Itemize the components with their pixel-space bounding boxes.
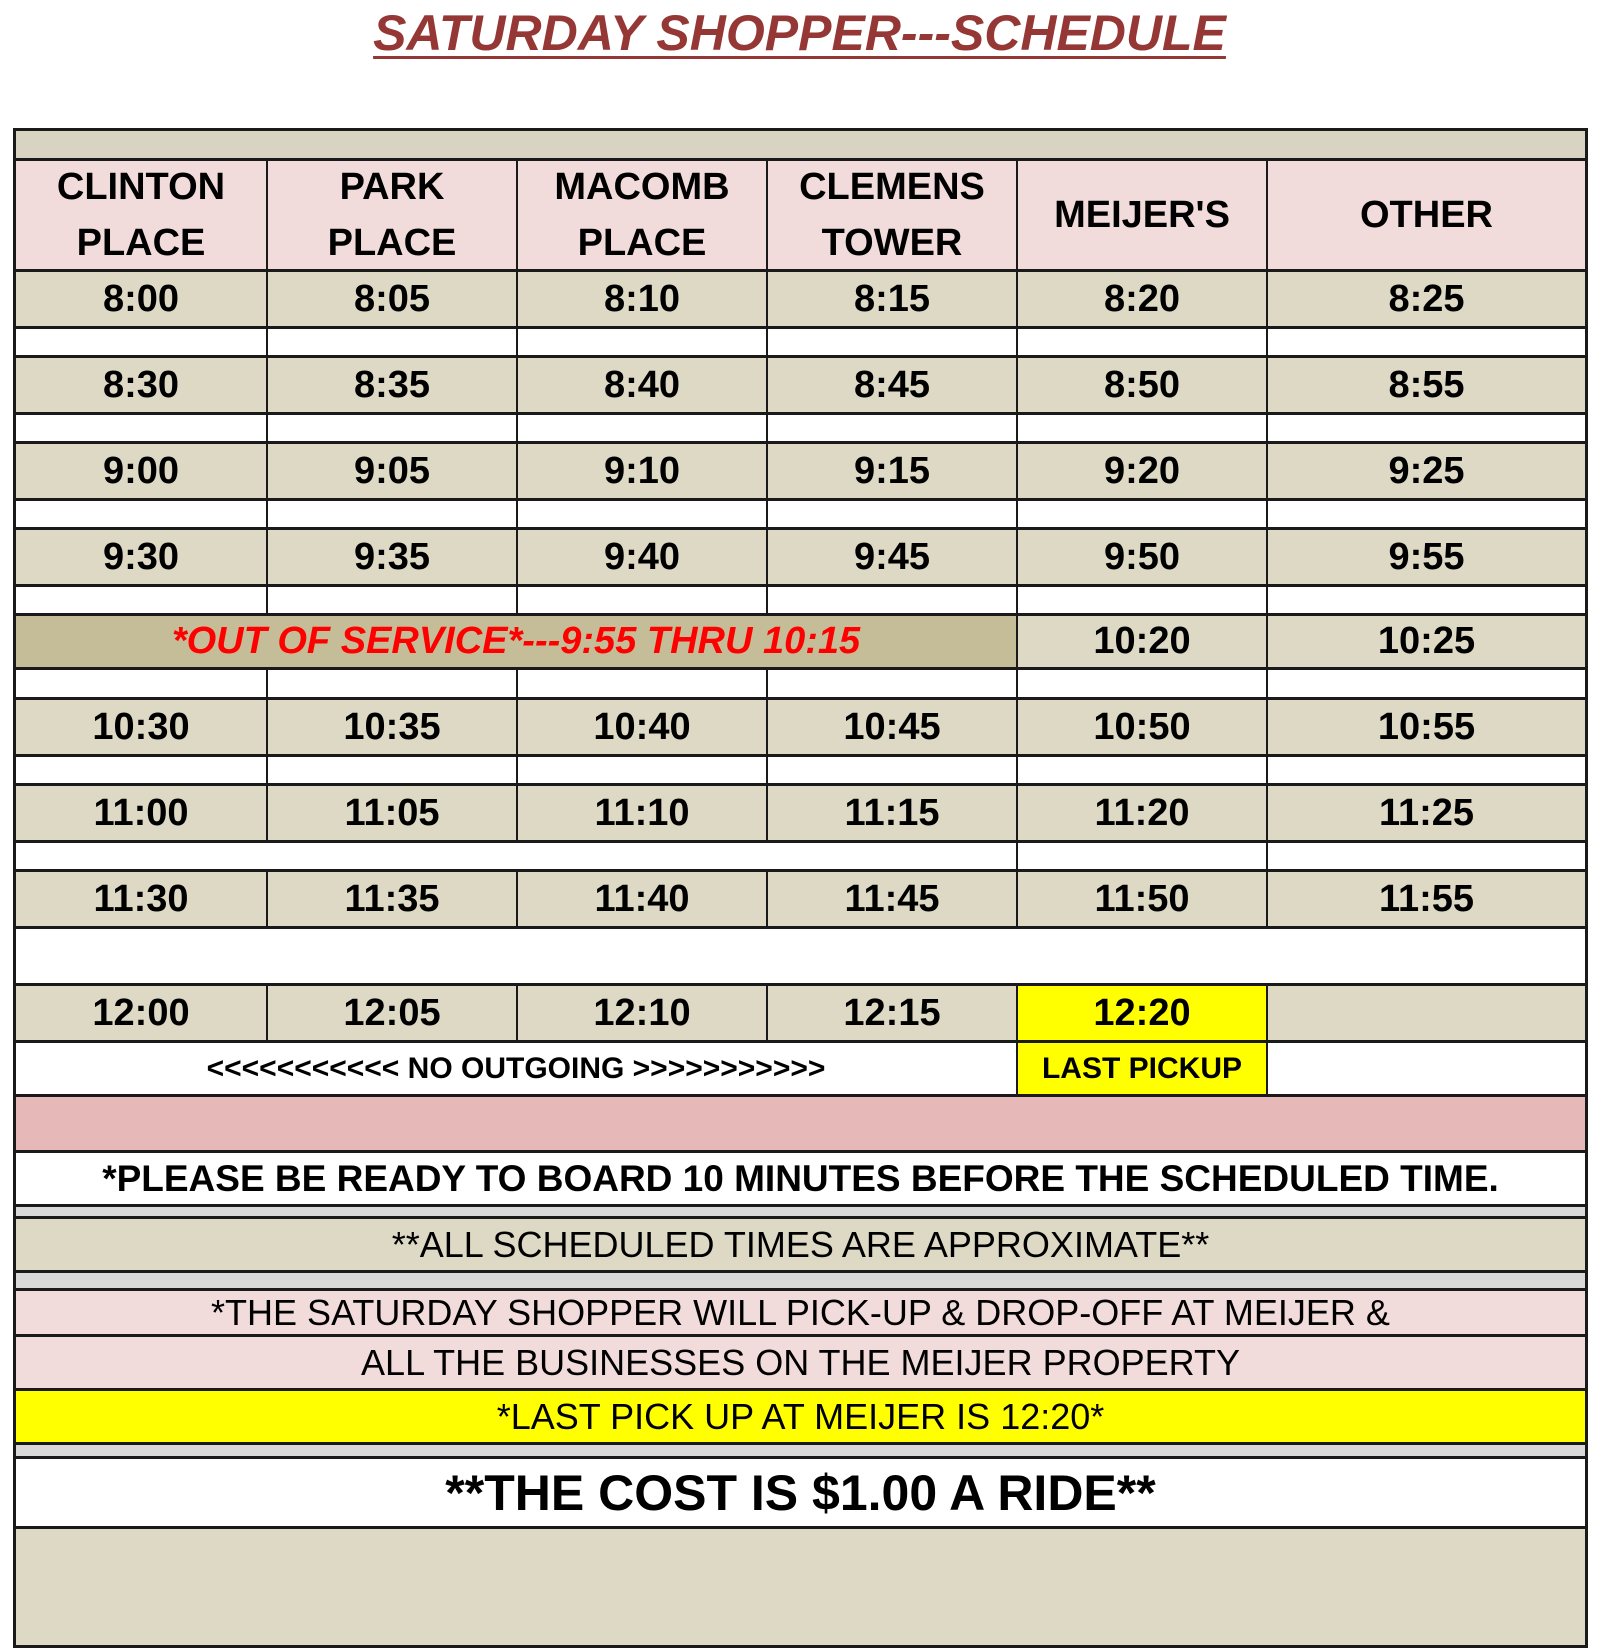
- time-cell: 8:30: [16, 358, 266, 412]
- footer-band: [16, 1526, 1585, 1645]
- time-cell: 8:15: [766, 272, 1016, 326]
- header-row: [16, 158, 1585, 269]
- spacer-cell: [766, 501, 1016, 527]
- spacer-row: [16, 667, 1585, 697]
- divider-band: [16, 1094, 1585, 1150]
- time-cell: 11:40: [516, 872, 766, 926]
- time-cell: 8:50: [1016, 358, 1266, 412]
- spacer-cell: [516, 501, 766, 527]
- ride-cost-note: **THE COST IS $1.00 A RIDE**: [16, 1456, 1585, 1526]
- time-cell: 11:30: [16, 872, 266, 926]
- out-of-service-notice: *OUT OF SERVICE*---9:55 THRU 10:15: [16, 616, 1016, 667]
- spacer-cell: [1016, 843, 1266, 869]
- spacer-cell: [1266, 501, 1585, 527]
- table-row: [16, 869, 1585, 926]
- page-title: SATURDAY SHOPPER---SCHEDULE: [373, 5, 1226, 61]
- time-cell: 9:25: [1266, 444, 1585, 498]
- spacer-cell: [266, 329, 516, 355]
- column-header-line: CLINTON: [56, 166, 226, 208]
- time-cell: 8:40: [516, 358, 766, 412]
- spacer-cell: [266, 670, 516, 697]
- column-header-line: MEIJER'S: [1054, 194, 1230, 236]
- spacer-row: [16, 412, 1585, 441]
- board-early-note: *PLEASE BE READY TO BOARD 10 MINUTES BEFORE THE SCHEDULED TIME.: [16, 1150, 1585, 1204]
- spacer-cell: [516, 329, 766, 355]
- column-header-clemens-tower: [766, 161, 1016, 269]
- time-cell: 9:55: [1266, 530, 1585, 584]
- time-cell: 9:15: [766, 444, 1016, 498]
- time-cell: 8:10: [516, 272, 766, 326]
- time-cell: 12:15: [766, 986, 1016, 1040]
- spacer-cell: [1016, 415, 1266, 441]
- no-outgoing-notice: <<<<<<<<<<< NO OUTGOING >>>>>>>>>>>: [16, 1043, 1016, 1094]
- time-cell: 9:35: [266, 530, 516, 584]
- column-header-line: PLACE: [577, 222, 707, 264]
- spacer-cell: [1266, 757, 1585, 783]
- spacer-cell: [516, 587, 766, 613]
- table-row: [16, 697, 1585, 754]
- time-cell: 12:10: [516, 986, 766, 1040]
- time-cell: 11:15: [766, 786, 1016, 840]
- last-pickup-label: LAST PICKUP: [1016, 1043, 1266, 1094]
- last-pickup-note: *LAST PICK UP AT MEIJER IS 12:20*: [16, 1388, 1585, 1442]
- spacer-cell: [1016, 501, 1266, 527]
- no-outgoing-row: [16, 1040, 1585, 1094]
- spacer-cell: [1266, 587, 1585, 613]
- spacer-row: [16, 498, 1585, 527]
- spacer-cell: [1016, 757, 1266, 783]
- spacer-cell: [766, 757, 1016, 783]
- time-cell: 8:35: [266, 358, 516, 412]
- spacer-cell: [16, 670, 266, 697]
- time-cell: 8:20: [1016, 272, 1266, 326]
- column-header-park-place: [266, 161, 516, 269]
- meijer-service-note-line1: *THE SATURDAY SHOPPER WILL PICK-UP & DROP-OFF AT MEIJER &: [16, 1288, 1585, 1334]
- spacer-cell: [266, 587, 516, 613]
- spacer-cell: [16, 501, 266, 527]
- column-header-line: TOWER: [821, 222, 963, 264]
- out-of-service-row: [16, 613, 1585, 667]
- spacer-cell: [516, 757, 766, 783]
- spacer-cell: [766, 329, 1016, 355]
- time-cell: 8:00: [16, 272, 266, 326]
- time-cell: 10:55: [1266, 700, 1585, 754]
- schedule-table: [13, 128, 1588, 1648]
- column-header-line: OTHER: [1360, 194, 1493, 236]
- column-header-line: PLACE: [76, 222, 206, 264]
- table-row: [16, 527, 1585, 584]
- spacer-cell: [16, 757, 266, 783]
- spacer-cell: [1016, 587, 1266, 613]
- table-row: [16, 355, 1585, 412]
- divider-band: [16, 1270, 1585, 1288]
- spacer-cell: [16, 587, 266, 613]
- column-header-line: PARK: [339, 166, 445, 208]
- spacer-cell: [266, 415, 516, 441]
- column-header-meijers: [1016, 161, 1266, 269]
- column-header-line: MACOMB: [554, 166, 730, 208]
- time-cell: 11:25: [1266, 786, 1585, 840]
- approximate-times-note: **ALL SCHEDULED TIMES ARE APPROXIMATE**: [16, 1216, 1585, 1270]
- time-cell: 9:05: [266, 444, 516, 498]
- time-cell: 9:45: [766, 530, 1016, 584]
- time-cell: 9:30: [16, 530, 266, 584]
- meijer-service-note-line2: ALL THE BUSINESSES ON THE MEIJER PROPERTY: [16, 1334, 1585, 1388]
- empty-cell: [1266, 1043, 1585, 1094]
- spacer-cell: [766, 415, 1016, 441]
- table-row: [16, 983, 1585, 1040]
- time-cell: 11:05: [266, 786, 516, 840]
- spacer-cell: [516, 670, 766, 697]
- table-row: [16, 441, 1585, 498]
- spacer-cell: [266, 757, 516, 783]
- column-header-line: CLEMENS: [799, 166, 985, 208]
- time-cell: 11:45: [766, 872, 1016, 926]
- time-cell: 8:45: [766, 358, 1016, 412]
- time-cell: 11:50: [1016, 872, 1266, 926]
- spacer-cell: [1266, 843, 1585, 869]
- time-cell: 9:00: [16, 444, 266, 498]
- table-row: [16, 783, 1585, 840]
- spacer-cell: [766, 670, 1016, 697]
- last-pickup-time-cell: 12:20: [1016, 986, 1266, 1040]
- spacer-cell: [766, 587, 1016, 613]
- time-cell: 9:10: [516, 444, 766, 498]
- column-header-clinton-place: [16, 161, 266, 269]
- spacer-cell: [516, 415, 766, 441]
- spacer-row: [16, 926, 1585, 983]
- spacer-cell: [16, 929, 1585, 983]
- spacer-row: [16, 326, 1585, 355]
- time-cell: 12:00: [16, 986, 266, 1040]
- spacer-row: [16, 840, 1585, 869]
- time-cell: 11:00: [16, 786, 266, 840]
- spacer-cell: [266, 501, 516, 527]
- time-cell: 8:05: [266, 272, 516, 326]
- time-cell: 8:55: [1266, 358, 1585, 412]
- time-cell: 11:35: [266, 872, 516, 926]
- time-cell: 10:50: [1016, 700, 1266, 754]
- spacer-cell: [1016, 670, 1266, 697]
- time-cell: 12:05: [266, 986, 516, 1040]
- time-cell: 10:45: [766, 700, 1016, 754]
- time-cell: 9:50: [1016, 530, 1266, 584]
- time-cell: 10:40: [516, 700, 766, 754]
- time-cell: [1266, 986, 1585, 1040]
- spacer-cell: [1266, 415, 1585, 441]
- column-header-other: [1266, 161, 1585, 269]
- spacer-cell: [16, 843, 1016, 869]
- column-header-line: PLACE: [327, 222, 457, 264]
- table-row: [16, 269, 1585, 326]
- spacer-row: [16, 584, 1585, 613]
- time-cell: 9:40: [516, 530, 766, 584]
- time-cell: 9:20: [1016, 444, 1266, 498]
- spacer-cell: [1266, 329, 1585, 355]
- time-cell: 10:20: [1016, 616, 1266, 667]
- spacer-cell: [1016, 329, 1266, 355]
- time-cell: 11:20: [1016, 786, 1266, 840]
- spacer-cell: [16, 329, 266, 355]
- time-cell: 8:25: [1266, 272, 1585, 326]
- time-cell: 10:35: [266, 700, 516, 754]
- divider-band: [16, 1442, 1585, 1456]
- time-cell: 11:10: [516, 786, 766, 840]
- time-cell: 10:30: [16, 700, 266, 754]
- time-cell: 10:25: [1266, 616, 1585, 667]
- column-header-macomb-place: [516, 161, 766, 269]
- spacer-cell: [1266, 670, 1585, 697]
- divider-band: [16, 1204, 1585, 1216]
- spacer-row: [16, 754, 1585, 783]
- time-cell: 11:55: [1266, 872, 1585, 926]
- spacer-cell: [16, 415, 266, 441]
